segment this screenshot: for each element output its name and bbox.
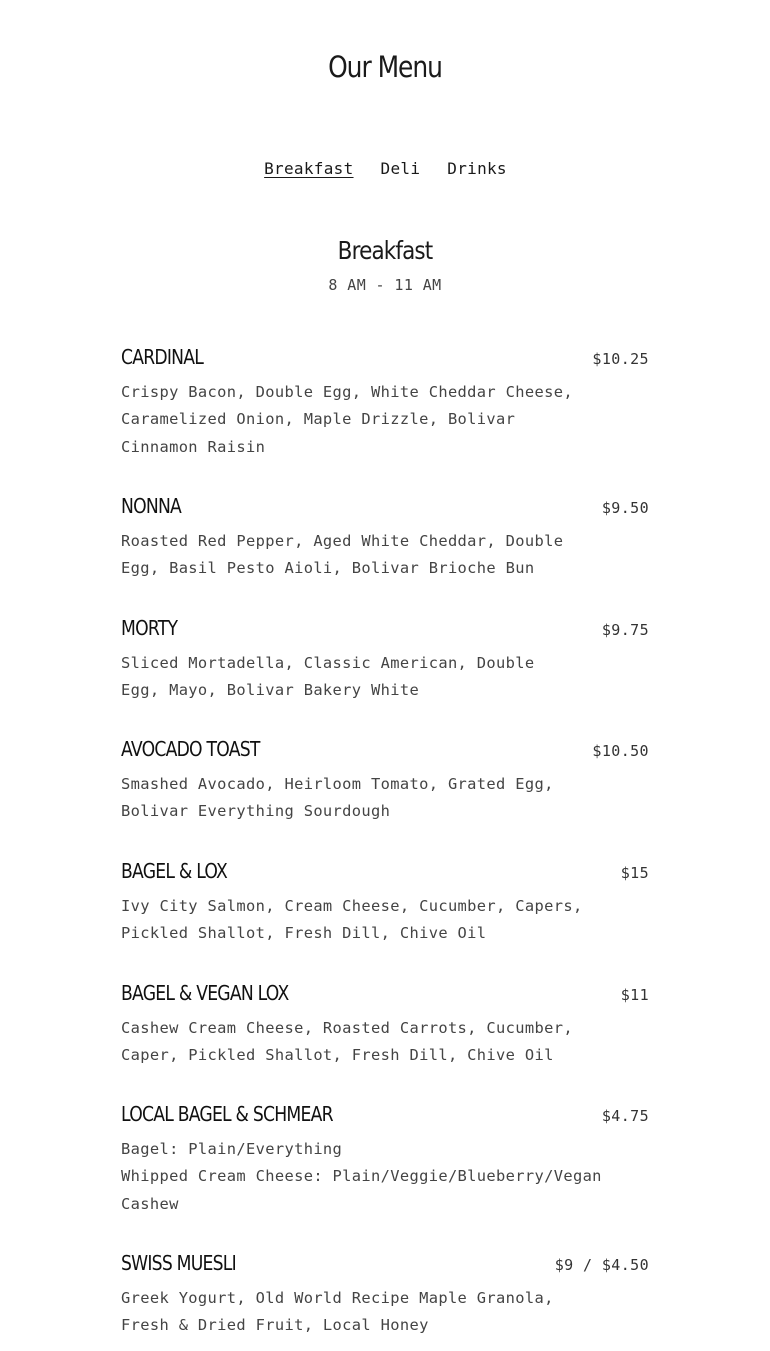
item-description: Roasted Red Pepper, Aged White Cheddar, Double Egg, Basil Pesto Aioli, Bolivar Brioche Bun <box>121 532 564 578</box>
item-price: $15 <box>620 864 649 882</box>
section-hours: 8 AM - 11 AM <box>328 276 442 294</box>
menu-item-local-bagel-schmear <box>121 1102 649 1251</box>
item-name: BAGEL & VEGAN LOX <box>121 981 289 1005</box>
tab-breakfast[interactable]: Breakfast <box>264 159 354 178</box>
item-price: $11 <box>620 986 649 1004</box>
item-description: Sliced Mortadella, Classic American, Double Egg, Mayo, Bolivar Bakery White <box>121 654 535 700</box>
item-name: CARDINAL <box>121 345 204 369</box>
menu-item-bagel-vegan-lox <box>121 981 649 1102</box>
menu-item-cardinal <box>121 345 649 494</box>
tab-drinks[interactable]: Drinks <box>447 159 507 178</box>
item-name: AVOCADO TOAST <box>121 737 260 761</box>
tab-deli[interactable]: Deli <box>380 159 421 178</box>
item-description: Smashed Avocado, Heirloom Tomato, Grated Egg, Bolivar Everything Sourdough <box>121 775 554 821</box>
page-title: Our Menu <box>328 50 442 84</box>
menu-item-bagel-lox <box>121 859 649 981</box>
section-title: Breakfast <box>337 236 433 265</box>
item-price: $9.75 <box>601 621 649 639</box>
menu-item-morty <box>121 616 649 737</box>
item-price: $4.75 <box>601 1107 649 1125</box>
item-description: Ivy City Salmon, Cream Cheese, Cucumber, Capers, Pickled Shallot, Fresh Dill, Chive Oil <box>121 897 583 943</box>
item-price: $10.25 <box>592 350 649 368</box>
item-description: Cashew Cream Cheese, Roasted Carrots, Cucumber, Caper, Pickled Shallot, Fresh Dill, Chive Oil <box>121 1019 573 1065</box>
item-name: BAGEL & LOX <box>121 859 228 883</box>
menu-item-nonna <box>121 494 649 616</box>
menu-list <box>121 345 649 1351</box>
menu-tabs <box>0 159 770 178</box>
menu-item-swiss-muesli <box>121 1251 649 1351</box>
item-description: Bagel: Plain/Everything Whipped Cream Cheese: Plain/Veggie/Blueberry/Vegan Cashew <box>121 1140 602 1213</box>
item-description: Greek Yogurt, Old World Recipe Maple Granola, Fresh & Dried Fruit, Local Honey <box>121 1289 554 1335</box>
item-description: Crispy Bacon, Double Egg, White Cheddar Cheese, Caramelized Onion, Maple Drizzle, Bolivar Cinnamon Raisin <box>121 383 573 456</box>
item-price: $9 / $4.50 <box>554 1256 649 1274</box>
item-name: NONNA <box>121 494 182 518</box>
item-name: MORTY <box>121 616 178 640</box>
item-name: LOCAL BAGEL & SCHMEAR <box>121 1102 333 1126</box>
item-price: $9.50 <box>601 499 649 517</box>
item-price: $10.50 <box>592 742 649 760</box>
item-name: SWISS MUESLI <box>121 1251 236 1275</box>
menu-item-avocado-toast <box>121 737 649 859</box>
